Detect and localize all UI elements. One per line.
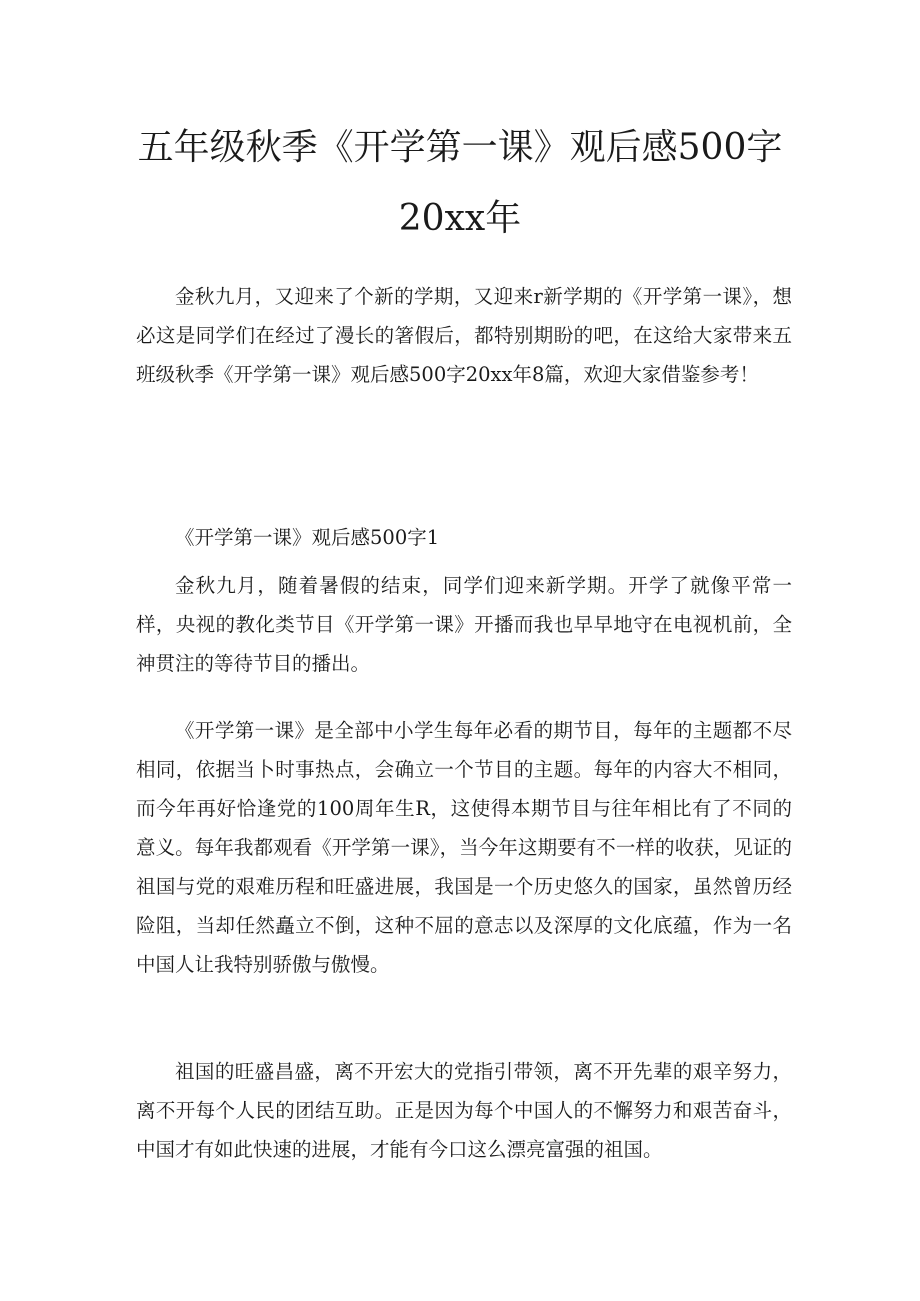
body-paragraph: 祖国的旺盛昌盛，离不开宏大的党指引带领，离不开先辈的艰辛努力，离不开每个人民的团结互助。正是因为每个中国人的不懈努力和艰苦奋斗，中国才有如此快速的进展，才能有今口这么漂亮富强的祖国。 xyxy=(136,1060,792,1161)
intro-paragraph: 金秋九月，又迎来了个新的学期，又迎来r新学期的《开学第一课》，想必这是同学们在经过了漫长的箸假后，都特别期盼的吧，在这给大家带来五班级秋季《开学第一课》观后感500字20xx年8篇，欢迎大家借鉴参考！ xyxy=(136,285,792,386)
section-title: 《开学第一课》观后感500字1 xyxy=(175,526,440,549)
body-paragraph: 金秋九月，随着暑假的结束，同学们迎来新学期。开学了就像平常一样，央视的教化类节目《开学第一课》开播而我也早早地守在电视机前，全神贯注的等待节目的播出。 xyxy=(136,574,792,675)
document-title: 五年级秋季《开学第一课》观后感500字 xyxy=(137,127,783,168)
document-title-year: 20xx年 xyxy=(398,198,522,239)
body-paragraph: 《开学第一课》是全部中小学生每年必看的期节目，每年的主题都不尽相同，依据当卜时事热点，会确立一个节目的主题。每年的内容大不相同，而今年再好恰逢党的100周年生R，这使得本期节目与往年相比有了不同的意义。每年我都观看《开学第一课》，当今年这期要有不一样的收获，见证的祖国与党的艰难历程和旺盛进展，我国是一个历史悠久的国家，虽然曾历经险阻，当却任然矗立不倒，这种不屈的意志以及深厚的文化底蕴，作为一名中国人让我特别骄傲与傲慢。 xyxy=(136,719,792,976)
